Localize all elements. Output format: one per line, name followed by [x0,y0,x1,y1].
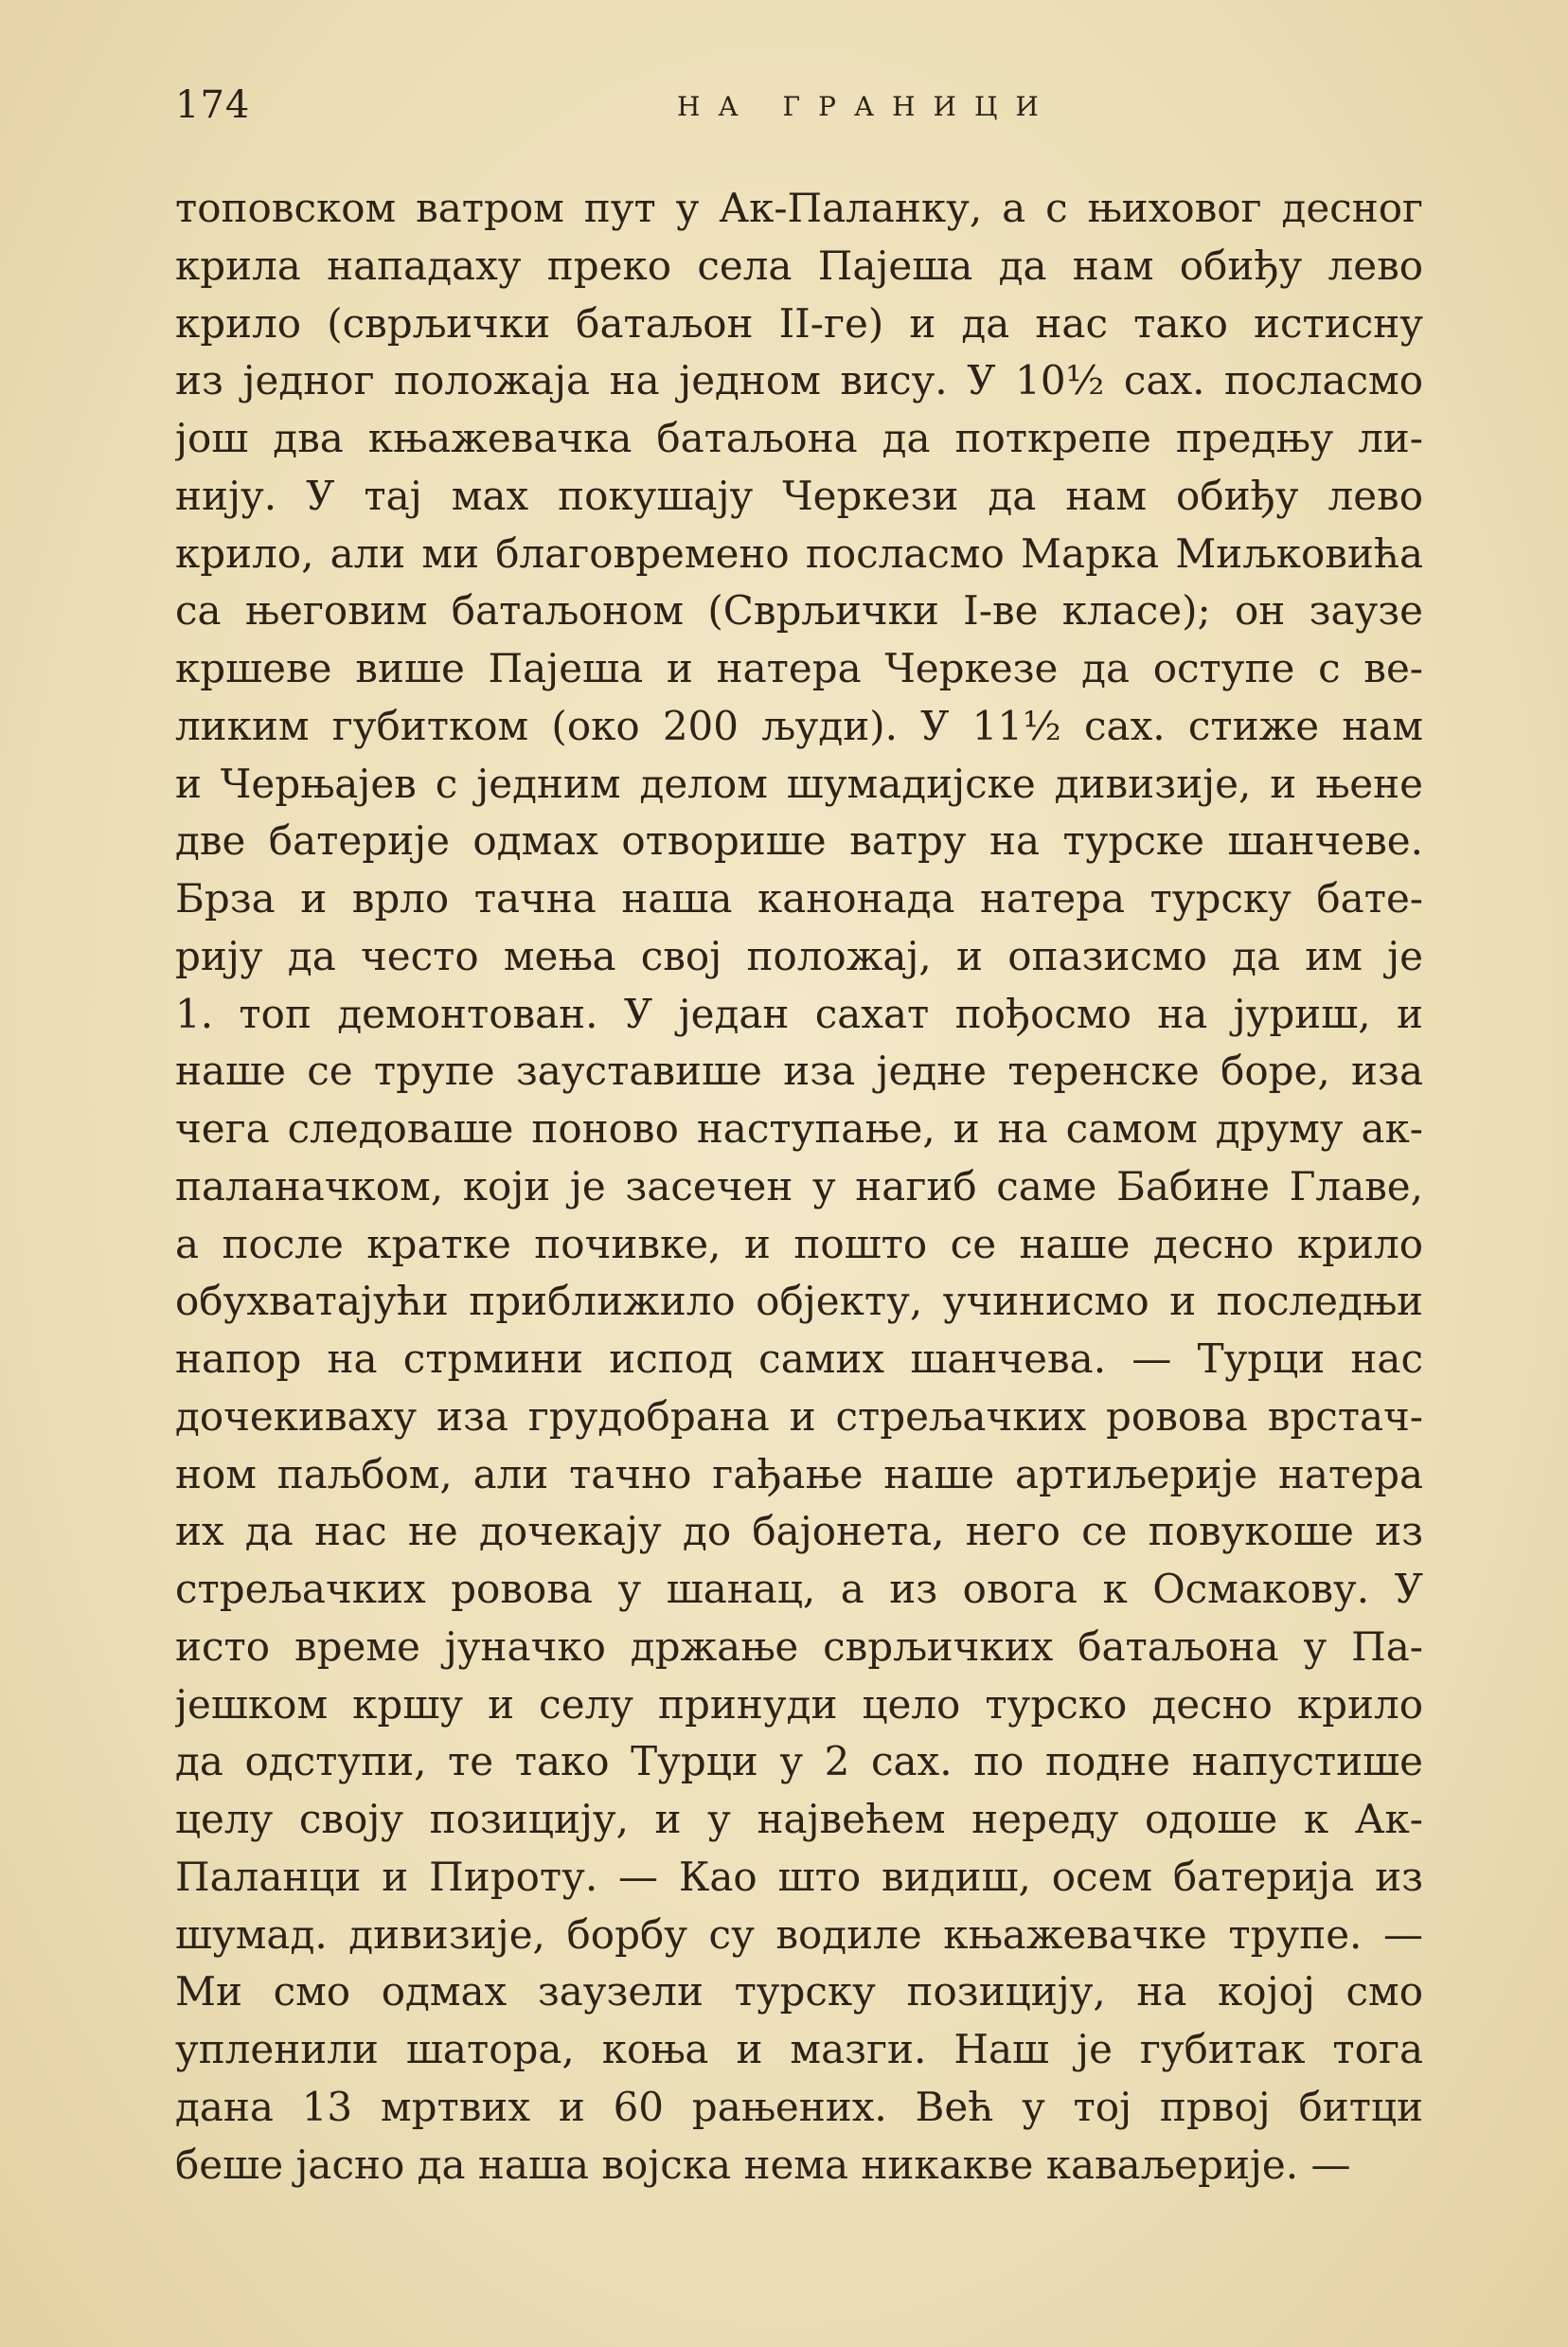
text-line: рију да често мења свој положај, и опазисмо да им је [175,932,1423,979]
text-line: беше јасно да наша војска нема никакве каваљерије. — [175,2141,1351,2188]
text-line: 1. топ демонтован. У један сахат пођосмо на јуриш, и [175,990,1423,1037]
text-line: још два књажевачка батаљона да поткрепе предњу ли- [175,415,1423,461]
text-line: Паланци и Пироту. — Као што видиш, осем батерија из [175,1853,1423,1900]
text-line: крило, али ми благовремено посласмо Марка Миљковића [175,529,1423,577]
text-line: нију. У тај мах покушају Черкези да нам обиђу лево [175,472,1423,519]
text-line: две батерије одмах отворише ватру на турске шанчеве. [175,817,1423,865]
text-line: јешком кршу и селу принуди цело турско десно крило [175,1680,1423,1728]
text-line: Брза и врло тачна наша канонада натера турску бате- [175,875,1423,922]
text-line: кршеве више Пајеша и натера Черкезе да оступе с ве- [175,645,1423,691]
text-line: из једног положаја на једном вису. У 10½ сах. посласмо [175,357,1423,404]
text-line: дочекиваху иза грудобрана и стрељачких ровова врстач- [175,1392,1423,1440]
text-line: стрељачких ровова у шанац, а из овога к Осмакову. У [175,1566,1423,1612]
text-line: а после кратке почивке, и пошто се наше десно крило [175,1220,1423,1267]
text-line: обухватајући приближило објекту, учинисмо и последњи [175,1278,1423,1325]
page-header [175,83,1406,140]
text-line: шумад. дивизије, борбу су водиле књажевачке трупе. — [175,1910,1423,1958]
running-head: НА ГРАНИЦИ [677,91,1057,122]
text-line: и Черњајев с једним делом шумадијске дивизије, и њене [175,760,1423,807]
text-line: чега следоваше поново наступање, и на самом друму ак- [175,1105,1423,1152]
text-line: их да нас не дочекају до бајонета, него се повукоше из [175,1508,1423,1555]
text-line: исто време јуначко држање сврљичких батаљона у Па- [175,1622,1423,1670]
text-line: напор на стрмини испод самих шанчева. — Турци нас [175,1335,1423,1382]
text-line: ликим губитком (око 200 људи). У 11½ сах. стиже нам [175,702,1423,749]
page-number: 174 [175,83,251,127]
text-line: упленили шатора, коња и мазги. Наш је губитак тога [175,2026,1423,2072]
text-line: наше се трупе зауставише иза једне теренске боре, иза [175,1048,1423,1095]
text-line: паланачком, који је засечен у нагиб саме Бабине Главе, [175,1162,1423,1209]
text-line: крило (сврљички батаљон II-ге) и да нас тако истисну [175,299,1423,347]
body-text [175,180,1423,2194]
text-line: целу своју позицију, и у највећем нереду одоше к Ак- [175,1796,1423,1842]
text-line: ном паљбом, али тачно гађање наше артиљерије натера [175,1450,1423,1497]
text-line: да одступи, те тако Турци у 2 сах. по подне напустише [175,1738,1423,1785]
text-line: крила нападаху преко села Пајеша да нам обиђу лево [175,242,1423,289]
text-line: са његовим батаљоном (Сврљички I-ве класе); он заузе [175,587,1423,635]
text-line: дана 13 мртвих и 60 рањених. Већ у тој првој битци [175,2083,1423,2130]
text-line: топовском ватром пут у Ак-Паланку, а с њиховог десног [175,185,1423,231]
text-line: Ми смо одмах заузели турску позицију, на којој смо [175,1968,1423,2016]
